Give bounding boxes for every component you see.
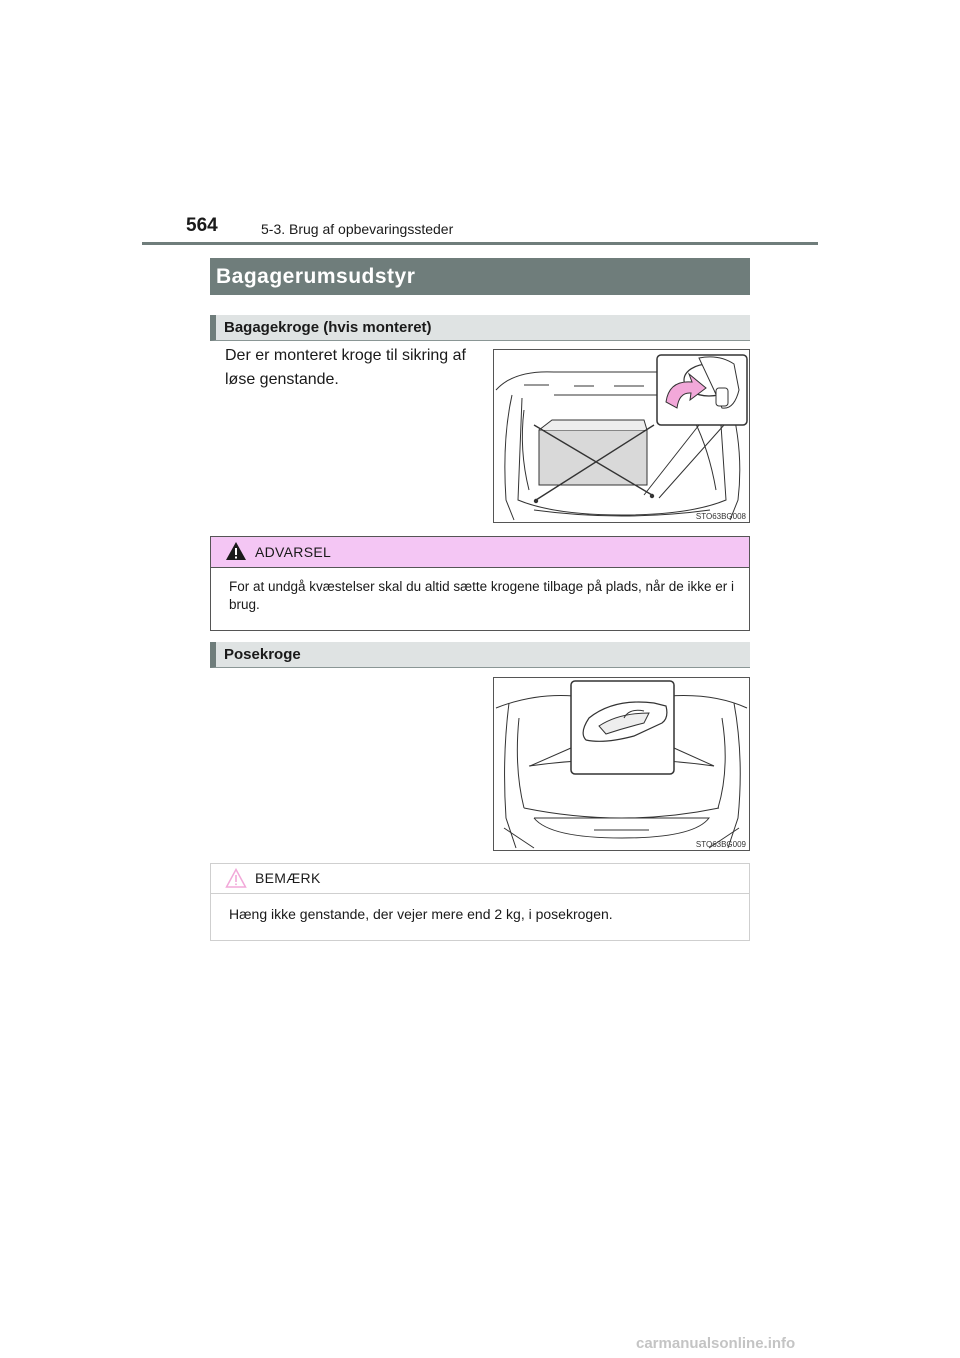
trunk-bag-hook-drawing bbox=[494, 678, 749, 850]
figure-code: STO63BG009 bbox=[695, 840, 746, 849]
page-number: 564 bbox=[186, 215, 218, 236]
warning-title: ADVARSEL bbox=[255, 544, 332, 560]
note-box bbox=[210, 863, 750, 941]
note-header bbox=[211, 864, 749, 894]
bag-hooks-illustration bbox=[493, 677, 750, 851]
section-title: Bagagerumsudstyr bbox=[210, 258, 750, 295]
watermark: carmanualsonline.info bbox=[636, 1335, 796, 1352]
warning-text: For at undgå kvæstelser skal du altid sætte krogene tilbage på plads, når de ikke er i brug. bbox=[229, 579, 735, 612]
breadcrumb: 5-3. Brug af opbevaringssteder bbox=[261, 221, 454, 237]
note-text: Hæng ikke genstande, der vejer mere end 2 kg, i posekrogen. bbox=[229, 906, 613, 922]
note-title: BEMÆRK bbox=[255, 870, 321, 886]
header-rule bbox=[142, 242, 818, 245]
luggage-hooks-heading: Bagagekroge (hvis monteret) bbox=[210, 315, 750, 341]
warning-header bbox=[211, 537, 749, 568]
caution-triangle-icon bbox=[225, 868, 247, 888]
luggage-hooks-illustration bbox=[493, 349, 750, 523]
warning-triangle-icon bbox=[225, 541, 247, 561]
warning-box bbox=[210, 536, 750, 631]
trunk-with-hooks-drawing bbox=[494, 350, 749, 522]
figure-code: STO63BG008 bbox=[695, 512, 746, 521]
bag-hooks-heading: Posekroge bbox=[210, 642, 750, 668]
luggage-hooks-description: Der er monteret kroge til sikring af løse genstande. bbox=[225, 347, 466, 388]
